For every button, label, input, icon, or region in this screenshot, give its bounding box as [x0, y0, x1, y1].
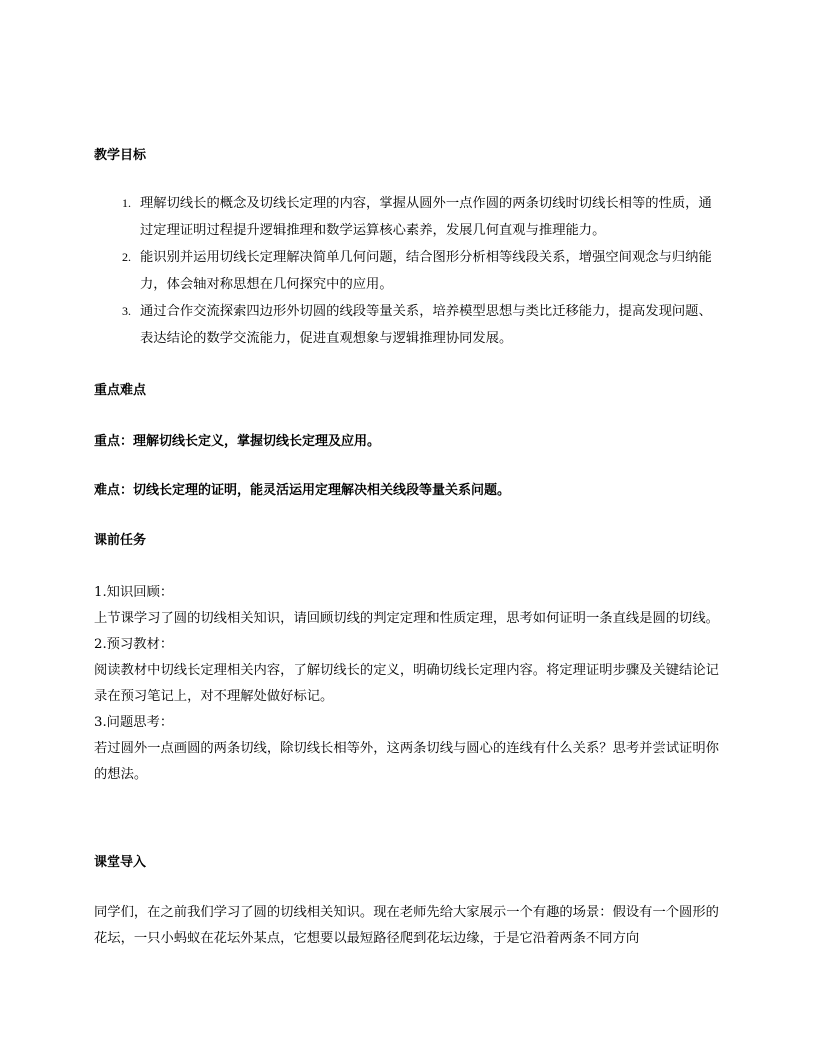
- intro-heading: 课堂导入: [94, 855, 147, 870]
- list-item-number: 2.: [122, 250, 131, 264]
- list-item-number: 1.: [122, 196, 131, 210]
- key-points-heading: 重点难点: [94, 383, 147, 398]
- difficulty-text: 难点：切线长定理的证明，能灵活运用定理解决相关线段等量关系问题。: [94, 483, 511, 498]
- task-text: 若过圆外一点画圆的两条切线，除切线长相等外，这两条切线与圆心的连线有什么关系？思考并尝试证明你的想法。: [94, 741, 719, 782]
- task-label: 2.预习教材：: [94, 637, 174, 652]
- task-text: 上节课学习了圆的切线相关知识，请回顾切线的判定定理和性质定理，思考如何证明一条直线是圆的切线。: [94, 611, 719, 626]
- list-item: [118, 298, 724, 352]
- task-label: 1.知识回顾：: [94, 585, 174, 600]
- pre-class-heading: 课前任务: [94, 533, 147, 548]
- pre-class-tasks: [94, 580, 724, 788]
- task-label: 3.问题思考：: [94, 715, 174, 730]
- objectives-heading: 教学目标: [94, 148, 147, 163]
- task-text: 阅读教材中切线长定理相关内容，了解切线长的定义，明确切线长定理内容。将定理证明步骤及关键结论记录在预习笔记上，对不理解处做好标记。: [94, 663, 719, 704]
- list-item-text: 通过合作交流探索四边形外切圆的线段等量关系，培养模型思想与类比迁移能力，提高发现问题、表达结论的数学交流能力，促进直观想象与逻辑推理协同发展。: [140, 304, 712, 346]
- intro-text: 同学们，在之前我们学习了圆的切线相关知识。现在老师先给大家展示一个有趣的场景：假设有一个圆形的花坛，一只小蚂蚁在花坛外某点，它想要以最短路径爬到花坛边缘，于是它沿着两条不同方向: [94, 905, 719, 946]
- list-item-text: 能识别并运用切线长定理解决简单几何问题，结合图形分析相等线段关系，增强空间观念与归纳能力，体会轴对称思想在几何探究中的应用。: [140, 250, 712, 292]
- list-item: [118, 244, 724, 298]
- objectives-list: [118, 190, 724, 352]
- key-point-text: 重点：理解切线长定义，掌握切线长定理及应用。: [94, 434, 381, 449]
- list-item: [118, 190, 724, 244]
- list-item-text: 理解切线长的概念及切线长定理的内容，掌握从圆外一点作圆的两条切线时切线长相等的性质，通过定理证明过程提升逻辑推理和数学运算核心素养，发展几何直观与推理能力。: [140, 196, 712, 238]
- list-item-number: 3.: [122, 304, 131, 318]
